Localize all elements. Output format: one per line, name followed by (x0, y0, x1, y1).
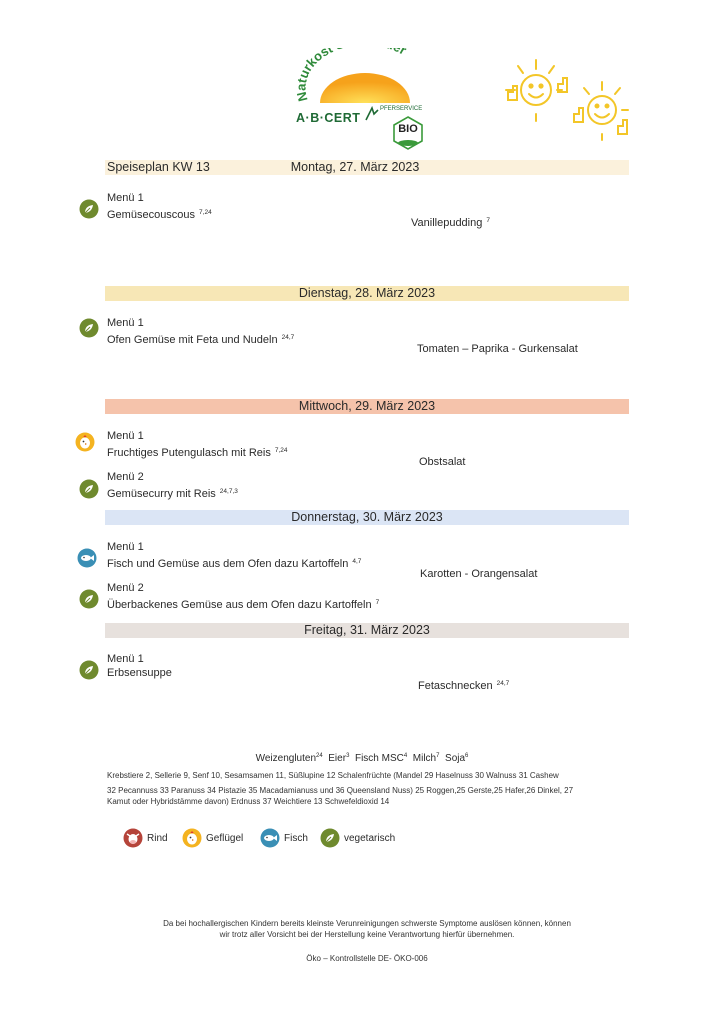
allergen-codes: 24,7 (496, 680, 510, 687)
menu-label: Menü 1 (107, 430, 144, 442)
sun-thumbs-up-icon (502, 56, 572, 126)
menu-label: Menü 1 (107, 192, 144, 204)
legend-label: Fisch (284, 832, 308, 844)
allergen-codes: 7 (486, 217, 490, 224)
dish-name: Fisch und Gemüse aus dem Ofen dazu Kartoffeln $^{4,7}$ (107, 557, 362, 570)
day-title: Donnerstag, 30. März 2023 (291, 510, 443, 524)
disclaimer-line: wir trotz aller Vorsicht bei der Herstellung keine Verantwortung hierfür übernehmen. (219, 930, 515, 939)
day-title: Dienstag, 28. März 2023 (298, 286, 436, 300)
beef-icon (123, 828, 143, 848)
dish-name: Fruchtiges Putengulasch mit Reis $^{7,24}$ (107, 446, 288, 459)
allergen-codes: 4,7 (352, 557, 362, 565)
legend-item-vegetarian (320, 828, 395, 848)
poultry-icon (75, 432, 95, 452)
menu-item (107, 430, 288, 460)
dish-name: Gemüsecouscous $^{7,24}$ (107, 208, 212, 221)
legend-label: vegetarisch (344, 832, 396, 844)
day-title: Mittwoch, 29. März 2023 (298, 399, 436, 413)
week-label: Speiseplan KW 13 (107, 160, 210, 174)
vegetarian-icon (79, 318, 99, 338)
menu-item (107, 582, 379, 612)
allergen-codes: 7 (375, 598, 380, 606)
dish-name: Erbsensuppe (107, 666, 172, 679)
side-dish: Tomaten – Paprika - Gurkensalat (417, 343, 578, 355)
side-dish: Obstsalat (419, 456, 466, 468)
fish-icon (260, 828, 280, 848)
vegetarian-icon (79, 660, 99, 680)
menu-label: Menü 2 (107, 471, 144, 483)
partner-text: PFERSERVICE (380, 106, 423, 112)
menu-item (107, 653, 172, 680)
brand-logo (290, 48, 460, 153)
legend-item-poultry (182, 828, 243, 848)
control-body: Öko – Kontrollstelle DE- ÖKO-006 (306, 954, 428, 963)
allergen-codes: 7,24 (199, 208, 212, 216)
vegetarian-icon (79, 589, 99, 609)
menu-item (107, 192, 212, 222)
legend-label: Geflügel (206, 832, 244, 844)
disclaimer-line: Da bei hochallergischen Kindern bereits kleinste Verunreinigungen schwerste Symptome auslösen können, können (163, 919, 571, 928)
allergen-line: Krebstiere 2, Sellerie 9, Senf 10, Sesamsamen 11, Süßlupine 12 Schalenfrüchte (Mandel 29 Haselnuss 30 Walnuss 31 Cashew (107, 771, 559, 780)
cert-leaf-icon (364, 106, 380, 122)
brand-name: Naturkost r (293, 48, 410, 103)
sun-thumbs-up-icon (570, 78, 636, 144)
menu-item (107, 471, 238, 501)
poultry-icon (182, 828, 202, 848)
allergen-codes: 7,24 (274, 446, 288, 454)
menu-item (107, 317, 294, 347)
side-dish: Karotten - Orangensalat (420, 568, 538, 580)
disclaimer (100, 918, 634, 940)
cert-name: A·B·CERT (296, 111, 361, 125)
day-title: Freitag, 31. März 2023 (304, 623, 430, 637)
legend-label: Rind (147, 832, 168, 844)
allergen-line: Kamut oder Hybridstämme davon) Erdnuss 37 Weichtiere 13 Schwefeldioxid 14 (107, 797, 390, 806)
menu-label: Menü 1 (107, 317, 144, 329)
allergen-line: 32 Pecannuss 33 Paranuss 34 Pistazie 35 Macadamianuss und 36 Queensland Nuss) 25 Roggen,25 Gerste,25 Hafer,26 Dinkel, 27 (107, 786, 574, 795)
side-dish: Fetaschnecken $^{24,7}$ (418, 680, 510, 692)
main-allergens: Weizengluten$^{24}$ Eier$^3$ Fisch MSC$^4$ Milch$^7$ Soja$^6$ (255, 753, 469, 764)
menu-item (107, 541, 361, 571)
dish-name: Überbackenes Gemüse aus dem Ofen dazu Kartoffeln $^7$ (107, 598, 380, 611)
allergen-codes: 24,7,3 (219, 487, 238, 495)
vegetarian-icon (79, 199, 99, 219)
bio-label: BIO (398, 123, 418, 135)
dish-name: Ofen Gemüse mit Feta und Nudeln $^{24,7}$ (107, 333, 295, 346)
dish-name: Gemüsecurry mit Reis $^{24,7,3}$ (107, 487, 238, 500)
sun-logo-icon (290, 48, 460, 153)
legend-item-fish (260, 828, 308, 848)
day-title: Montag, 27. März 2023 (290, 160, 420, 174)
menu-label: Menü 2 (107, 582, 144, 594)
vegetarian-icon (79, 479, 99, 499)
menu-label: Menü 1 (107, 541, 144, 553)
side-dish: Vanillepudding $^7$ (411, 217, 490, 229)
vegetarian-icon (320, 828, 340, 848)
bio-seal (391, 116, 425, 150)
menu-label: Menü 1 (107, 653, 144, 665)
legend-item-beef (123, 828, 168, 848)
fish-icon (77, 548, 97, 568)
allergen-codes: 24,7 (281, 333, 295, 341)
